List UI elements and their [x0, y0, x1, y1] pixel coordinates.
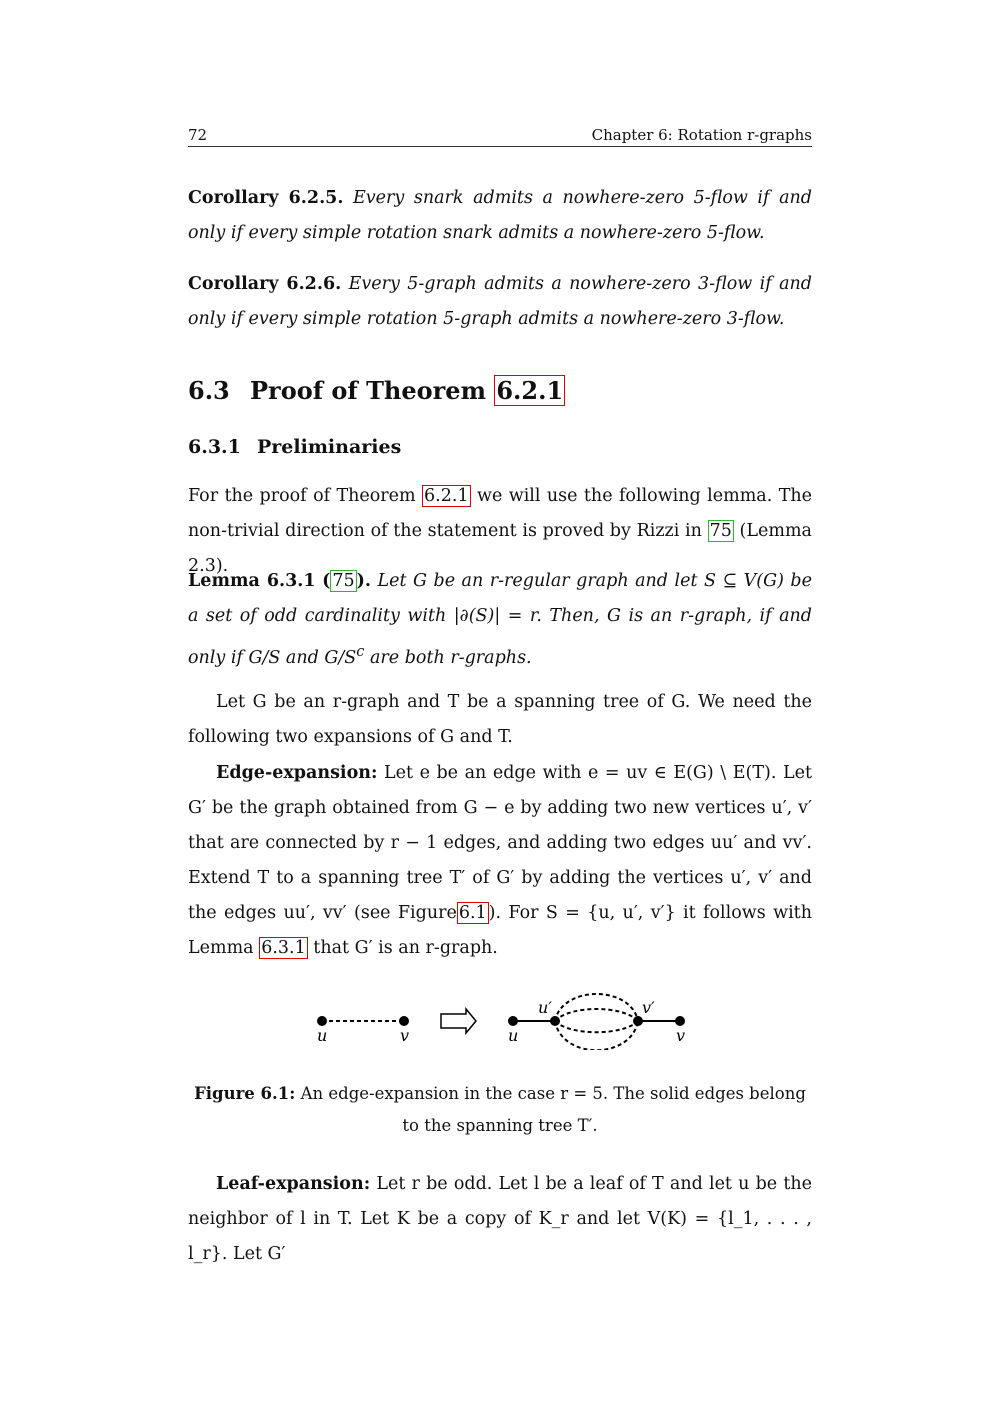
implies-arrow-icon [441, 1009, 476, 1033]
citation-link[interactable]: 75 [332, 571, 355, 591]
label-u-prime: u′ [538, 998, 552, 1017]
lemma-superscript: c [356, 643, 365, 660]
section-number: 6.3 [188, 376, 230, 405]
dashed-parallel-edge [555, 1021, 638, 1050]
intro-text: For the proof of Theorem [188, 486, 416, 506]
label-v: v [676, 1026, 686, 1045]
caption-label: Figure 6.1: [194, 1084, 296, 1103]
figure-caption [188, 1078, 812, 1142]
caption-text: An edge-expansion in the case r = 5. The solid edges belong to the spanning tree T′. [300, 1084, 806, 1135]
corollary-6-2-6 [188, 267, 812, 337]
vertex-v [399, 1016, 409, 1026]
citation-link[interactable]: 75 [709, 521, 732, 541]
expansions-paragraph: Let G be an r-graph and T be a spanning tree of G. We need the following two expansions of G and T. [188, 692, 812, 747]
chapter-title: Chapter 6: Rotation r-graphs [591, 126, 812, 144]
subsection-title: Preliminaries [257, 436, 402, 458]
label-u: u [508, 1026, 519, 1045]
vertex-u [508, 1016, 518, 1026]
vertex-v [675, 1016, 685, 1026]
theorem-ref-link[interactable]: 6.2.1 [496, 376, 564, 405]
corollary-text: Every 5-graph admits a nowhere-zero 3-flow if and only if every simple rotation 5-graph admits a nowhere-zero 3-flow. [188, 274, 812, 329]
dashed-parallel-edge [555, 1021, 638, 1032]
dashed-parallel-edge [555, 1009, 638, 1021]
edge-expansion-paragraph [188, 756, 812, 966]
edge-expansion-text: Let e be an edge with e = uv ∈ E(G) \ E(T). Let G′ be the graph obtained from G − e by adding two new vertices u′, v′ that are connected by r − 1 edges, and adding two edges uu′ and vv′. Extend T to a spanning tree T′ of G′ by adding the vertices u′, v′ and the edges uu′, vv′ (see Figure [188, 763, 812, 923]
lemma-ref-link[interactable]: 6.3.1 [261, 938, 306, 958]
edge-expansion-text: ). For S = {u, u′, v′} it follows with Lemma [188, 903, 812, 958]
subsection-number: 6.3.1 [188, 436, 241, 458]
corollary-label: Corollary 6.2.5. [188, 188, 344, 208]
corollary-6-2-5 [188, 181, 812, 251]
theorem-ref-link[interactable]: 6.2.1 [424, 486, 469, 506]
label-v-prime: v′ [642, 998, 655, 1017]
corollary-label: Corollary 6.2.6. [188, 274, 342, 294]
lemma-text: Let G be an r-regular graph and let S ⊆ V(G) be a set of odd cardinality with |∂(S)| = r. Then, G is an r-graph, if and only if G/S and G/S [188, 571, 812, 668]
leaf-expansion-paragraph [188, 1167, 812, 1272]
edge-expansion-label: Edge-expansion: [216, 763, 378, 783]
label-v: v [400, 1026, 410, 1045]
edge-expansion-figure [300, 980, 700, 1050]
intro-text: (Lemma 2.3). [188, 521, 812, 576]
vertex-u [317, 1016, 327, 1026]
lemma-label: Lemma 6.3.1 [188, 571, 316, 591]
page-number: 72 [188, 126, 208, 144]
intro-text: we will use the following lemma. The non-trivial direction of the statement is proved by Rizzi in [188, 486, 812, 541]
leaf-expansion-label: Leaf-expansion: [216, 1174, 371, 1194]
leaf-expansion-text: Let r be odd. Let l be a leaf of T and let u be the neighbor of l in T. Let K be a copy of K_r and let V(K) = {l_1, . . . , l_r}. Let G′ [188, 1174, 812, 1264]
vertex-v-prime [633, 1016, 643, 1026]
section-title: Proof of Theorem [250, 376, 486, 405]
dashed-parallel-edge [555, 994, 638, 1021]
label-u: u [317, 1026, 328, 1045]
edge-expansion-text: that G′ is an r-graph. [313, 938, 498, 958]
lemma-6-3-1: Lemma 6.3.1 ( 75 ). Let G be an r-regular graph and let S ⊆ V(G) be a set of odd cardinality with |∂(S)| = r. Then, G is an r-graph, if and only if G/S and $G/S^c$ are both r-graphs. [188, 571, 812, 668]
figure-ref-link[interactable]: 6.1 [458, 903, 487, 923]
section-heading [188, 376, 565, 405]
corollary-text: Every snark admits a nowhere-zero 5-flow if and only if every simple rotation snark admits a nowhere-zero 5-flow. [188, 188, 812, 243]
subsection-heading [188, 436, 401, 458]
page-header [188, 126, 812, 147]
vertex-u-prime [550, 1016, 560, 1026]
lemma-text: are both r-graphs. [370, 647, 532, 668]
